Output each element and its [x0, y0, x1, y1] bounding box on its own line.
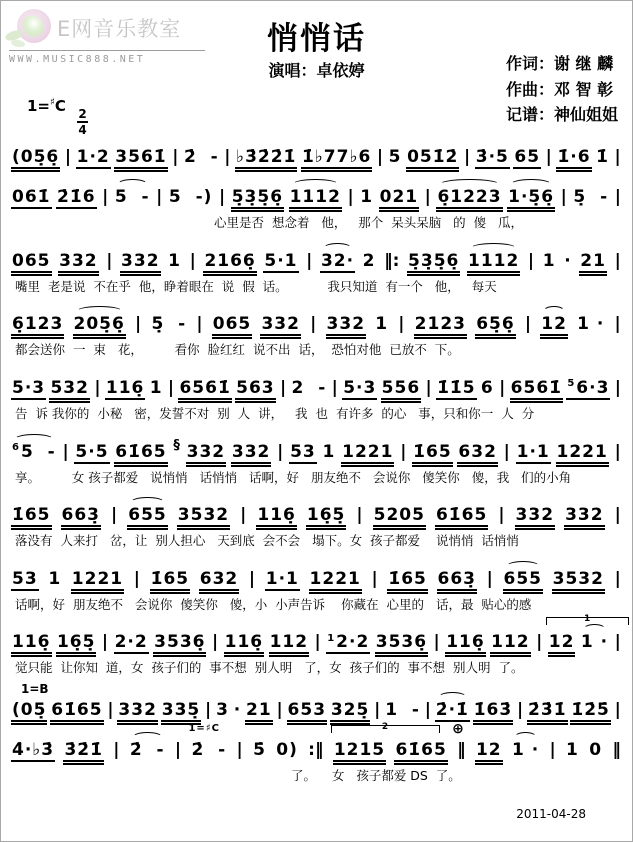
note-group: 1̇65	[11, 505, 52, 530]
note-group: 2166̣	[203, 251, 256, 276]
note-group: 21	[245, 700, 273, 725]
note-group: 5	[388, 147, 402, 167]
note-group: 1̇1̇5	[437, 377, 476, 398]
note-group: 2̇ - 1=♯C	[188, 723, 227, 760]
key-prefix: 1=	[27, 97, 51, 115]
note-group: 4̇·♭3̇	[12, 740, 55, 760]
lyrics-row: 享。 女 孩子都爱 说悄悄 话悄悄 话啊，好 朋友绝不 会说你 傻笑你 傻，我 们的小角	[15, 469, 572, 485]
barline: |	[376, 147, 384, 167]
logo-url: WWW.MUSIC888.NET	[9, 54, 146, 65]
barline: |	[425, 377, 432, 398]
note-group: 5̣3̣5̣6̣	[231, 187, 284, 212]
note-group: 3532	[177, 505, 230, 530]
note-group: 1 ·	[511, 740, 540, 760]
note-group: 65	[514, 147, 541, 167]
note-group: $^5$6·3	[567, 377, 610, 398]
barline: |	[279, 377, 287, 398]
volta-bracket: 2	[331, 725, 440, 733]
note-group: 663̣	[61, 505, 102, 530]
note-group: 5̣ -	[573, 187, 609, 207]
notation-row	[9, 721, 624, 766]
barline: |	[277, 441, 284, 462]
note-group: 2̇1̇6	[57, 187, 96, 207]
note-group: 5̣3̣5̣6̣	[407, 251, 460, 276]
credit-composer: 作曲：邓 智 彰	[505, 79, 614, 99]
note-group: 112	[269, 632, 310, 657]
barline: |	[189, 250, 196, 271]
barline: |	[614, 568, 621, 589]
barline: |	[135, 314, 142, 335]
barline: |	[374, 700, 381, 720]
barline: |	[156, 187, 163, 207]
volta-bracket: 1	[546, 617, 630, 625]
note-group: 61̇65	[114, 442, 167, 467]
note-group: 2	[362, 250, 376, 271]
barline: |	[356, 505, 363, 526]
barline: |	[248, 568, 256, 589]
note-group: 0)	[276, 740, 298, 760]
note-group: 2·2	[114, 632, 148, 653]
note-group: 1̇♭77♭6	[301, 147, 372, 172]
barline: |	[400, 441, 407, 462]
note-group: 5205	[373, 505, 426, 530]
notation-row	[9, 428, 624, 468]
barline: |	[433, 632, 440, 653]
note-group: 53	[290, 441, 316, 462]
barline: |	[172, 147, 179, 167]
barline: |	[614, 377, 621, 398]
singer-line: 演唱：卓依婷	[268, 61, 365, 80]
note-group: 1	[322, 441, 336, 462]
note-group: 112	[490, 632, 531, 657]
note-group: 3̇2̇1̇	[63, 740, 104, 765]
lyrics-row: 都会送你 一 束 花， 看你 脸红红 说不出 话， 恐怕对他 已放不 下。	[15, 342, 460, 358]
note-group: 1·5̣6̣	[507, 187, 555, 212]
barline: |	[545, 147, 552, 167]
note-group: 2̇ -	[129, 740, 165, 760]
barline: |	[196, 314, 203, 335]
note-group: 116̣	[256, 505, 297, 530]
note-group: 6̣123	[11, 314, 64, 339]
barline: |	[614, 147, 621, 167]
notation-row	[9, 133, 624, 173]
note-group: 53	[12, 568, 38, 589]
note-group: 332	[515, 505, 556, 530]
note-group: 16̣5̣	[306, 505, 347, 530]
note-group: 3536̣	[153, 632, 206, 657]
note-group: 065	[11, 251, 52, 276]
barline: |	[111, 505, 118, 526]
lyrics-row: 了。 女 孩子都爱 DS 了。	[291, 768, 461, 783]
note-group: 2̇3̇1̇	[527, 700, 568, 725]
key-change-annotation: 1=♯C	[188, 723, 220, 734]
note-group: 5·1	[264, 250, 298, 271]
note-group: 3532	[552, 569, 605, 594]
grace-note: 5	[567, 378, 576, 390]
note-group: 065	[212, 314, 253, 339]
note-group: 1·2	[76, 147, 110, 167]
note-group: 12	[475, 740, 503, 765]
barline: |	[236, 740, 243, 760]
note-group: 2 -	[291, 377, 327, 398]
note-group: 1221	[71, 569, 124, 594]
lyrics-row: 觉只能 让你知 道，女 孩子们的 事不想 别人明 了，女 孩子们的 事不想 别人明 了。	[15, 660, 524, 676]
lyrics-row: 话啊，好 朋友绝不 会说你 傻笑你 傻，小 小声告诉 你藏在 心里的 话，最 贴心的感	[15, 596, 532, 612]
note-group: 1	[168, 250, 181, 271]
barline: |	[331, 377, 338, 398]
barline: |	[536, 632, 543, 653]
barline: |	[94, 377, 101, 398]
barline: |	[517, 700, 524, 720]
grace-note: 6	[12, 441, 20, 453]
time-top: 2	[78, 107, 87, 121]
barline: |	[101, 632, 109, 653]
note-group: 1·1	[516, 441, 550, 462]
note-group: 1	[542, 250, 556, 271]
note-group: 1	[149, 377, 163, 398]
barline: |	[614, 632, 621, 653]
note-group: $^6$5 -	[12, 441, 56, 462]
note-group: 1̇65	[150, 569, 191, 594]
note-group: 61̇65	[394, 740, 447, 765]
notation-row	[9, 300, 624, 340]
note-group: 563	[235, 378, 276, 403]
note-group: 61̇65	[435, 505, 488, 530]
note-group: 1̇65	[387, 569, 428, 594]
lyrics-row: 心里是否 想念着 他， 那个 呆头呆脑 的 傻 瓜，	[214, 215, 524, 230]
barline: |	[524, 314, 532, 335]
note-group: 655	[503, 569, 544, 594]
note-group: 3	[216, 700, 229, 720]
note-group: 332	[231, 442, 272, 467]
note-group: 5·3	[12, 377, 46, 398]
note-group: ·	[233, 700, 242, 720]
notation-row	[9, 173, 624, 213]
barline: ‖:	[384, 250, 400, 271]
sharp-sign: ♯	[50, 97, 55, 108]
barline: |	[133, 568, 140, 589]
barline: |	[614, 441, 621, 462]
note-group: 1	[375, 314, 389, 335]
key-letter: C	[54, 97, 66, 115]
barline: |	[560, 187, 567, 207]
note-group: 6561̇	[510, 378, 563, 403]
note-group: 16̣5̣	[56, 632, 97, 657]
note-group: ♭3̇2̇2̇1̇	[235, 147, 297, 172]
note-group: 1	[360, 187, 374, 207]
barline: |	[224, 147, 231, 167]
note-group: 65̣6̣	[475, 314, 516, 339]
note-group: $^1$2·2	[327, 632, 370, 653]
barline: |	[371, 568, 378, 589]
notation-row	[9, 614, 624, 658]
barline: |	[64, 147, 72, 167]
note-group: 325̣	[330, 700, 371, 725]
barline: |	[347, 187, 354, 207]
note-group: (05̣6̣	[11, 147, 60, 172]
barline: |	[276, 700, 283, 720]
note-group: 5 -)	[168, 187, 213, 207]
barline: |	[549, 740, 556, 760]
date: 2011-04-28	[516, 807, 586, 821]
barline: |	[62, 441, 69, 462]
barline: |	[174, 740, 182, 760]
grace-note: 1	[327, 632, 336, 644]
lyrics-row: 落没有 人来打 岔，让 别人担心 天到底 会不会 塌下。女 孩子都爱 说悄悄 话悄悄	[15, 533, 519, 549]
note-group: 12 1	[548, 632, 576, 657]
note-group: 3561̇	[114, 147, 167, 172]
key-signature	[27, 97, 88, 136]
barline: |	[498, 505, 505, 526]
note-group: 1̇·6	[556, 147, 591, 172]
barline: |	[424, 187, 431, 207]
barline: |	[503, 441, 510, 462]
score	[1, 131, 632, 784]
note-group: 61̇65	[50, 700, 103, 725]
note-group: 1221	[556, 442, 609, 467]
note-group: 1112	[289, 187, 342, 212]
barline: |	[614, 314, 621, 335]
note-group: 1112	[467, 251, 520, 276]
credit-lyricist: 作词：谢 继 麟	[505, 54, 614, 73]
note-group: 3̇·5	[475, 147, 509, 167]
barline: |	[463, 147, 471, 167]
header	[1, 1, 632, 137]
note-group: 332	[564, 505, 605, 530]
barline: |	[424, 700, 431, 720]
key-change-label: 1=B	[21, 682, 49, 696]
note-group: (05̣	[11, 700, 47, 725]
note-group: 332	[120, 251, 161, 276]
note-group: 1	[48, 568, 62, 589]
note-group: 1̇63̇	[473, 700, 514, 725]
barline: |	[314, 632, 321, 653]
note-group: 332	[260, 314, 301, 339]
note-group: 5̇	[253, 740, 266, 760]
note-group: 1·1	[265, 568, 299, 589]
coda-icon: ⊕	[452, 721, 464, 737]
note-group: 655	[127, 505, 168, 530]
barline: |	[306, 250, 313, 271]
note-group: 1221	[341, 442, 394, 467]
note-group: 116̣	[445, 632, 486, 657]
note-group: 051̇2̇	[406, 147, 459, 172]
barline: |	[398, 314, 405, 335]
barline: |	[205, 700, 212, 720]
credits	[506, 51, 618, 128]
barline: |	[106, 250, 113, 271]
barline: ‖ ⊕	[452, 721, 466, 760]
note-group: 12	[540, 314, 568, 339]
note-group: 5·5	[75, 441, 109, 462]
note-group: 021	[379, 187, 420, 212]
barline: |	[102, 187, 109, 207]
note-group: 1	[566, 740, 579, 760]
barline: |	[310, 314, 317, 335]
lyrics-row: 告 诉 我你的 小秘 密，发誓不对 别 人 讲， 我 也 有许多 的心 事，只和你一 人 分	[15, 405, 535, 421]
note-group: 1̇65	[412, 442, 453, 467]
note-group: 332	[117, 700, 158, 725]
note-group: 332	[326, 314, 367, 339]
notation-row	[9, 555, 624, 595]
note-group: 632	[457, 442, 498, 467]
barline: |	[614, 187, 621, 207]
barline: |	[614, 700, 621, 720]
barline: :‖	[308, 740, 324, 760]
barline: |	[614, 250, 621, 271]
note-group: 335̣	[161, 700, 202, 725]
song-title: 悄悄话	[267, 21, 366, 57]
notation-row	[9, 364, 624, 404]
lyrics-row: 嘴里 老是说 不在乎 他，睁着眼在 说 假 话。 我只知道 有一个 他， 每天	[15, 278, 497, 294]
barline: |	[240, 505, 247, 526]
barline: |	[614, 505, 621, 526]
barline: |	[218, 187, 226, 207]
note-group: 1̇2̇5̇	[570, 700, 611, 725]
barline: |	[211, 632, 219, 653]
note-group: 6	[480, 377, 494, 398]
note-group: 5·3	[343, 377, 377, 398]
note-group: 21	[579, 251, 607, 276]
note-group: 556	[381, 378, 422, 403]
note-group: 332	[58, 251, 99, 276]
note-group: 116̣	[105, 377, 145, 398]
notation-row	[9, 237, 624, 277]
note-group: 532	[49, 378, 90, 403]
note-group: 663̣	[437, 569, 478, 594]
note-group: ·	[564, 250, 572, 271]
barline: |	[527, 250, 535, 271]
notation-row	[9, 686, 624, 726]
note-group: 6̣1223	[436, 187, 502, 212]
barline: |	[486, 568, 493, 589]
notation-row	[9, 491, 624, 531]
barline: |	[499, 377, 506, 398]
note-group: 116̣	[224, 632, 265, 657]
note-group: 1221	[309, 569, 362, 594]
note-group: 205̣6̣	[73, 314, 126, 339]
note-group: 0	[589, 740, 603, 760]
time-bottom: 4	[78, 122, 87, 137]
note-group: 116̣	[11, 632, 52, 657]
note-group: 2̇·1̇	[435, 700, 469, 720]
note-group: 1 ·	[577, 314, 605, 335]
barline: |	[107, 700, 114, 720]
note-group: 1 -	[385, 700, 420, 720]
note-group: 2123	[414, 314, 467, 339]
note-group: 1̇	[596, 147, 609, 167]
note-group: 061̇	[12, 187, 51, 207]
barline: |	[167, 377, 175, 398]
note-group: 2̇ -	[183, 147, 219, 167]
segno-icon: §	[173, 437, 180, 453]
note-group: 332	[186, 442, 227, 467]
note-group: 1215 2	[333, 740, 386, 765]
note-group: 653	[287, 700, 328, 725]
note-group: 1 ·	[580, 632, 609, 653]
note-group: 3536̣	[375, 632, 428, 657]
note-group: 5 -	[114, 187, 150, 207]
note-group: 32·	[320, 250, 355, 271]
barline: ‖	[612, 740, 621, 760]
note-group: 6561̇	[178, 378, 231, 403]
note-group: 5̣ -	[151, 314, 187, 335]
barline: |	[113, 740, 120, 760]
note-group: 632	[199, 569, 240, 594]
credit-transcriber: 记谱：神仙姐姐	[505, 105, 618, 125]
logo-name: E网音乐教室	[57, 17, 182, 41]
time-signature	[77, 108, 88, 136]
